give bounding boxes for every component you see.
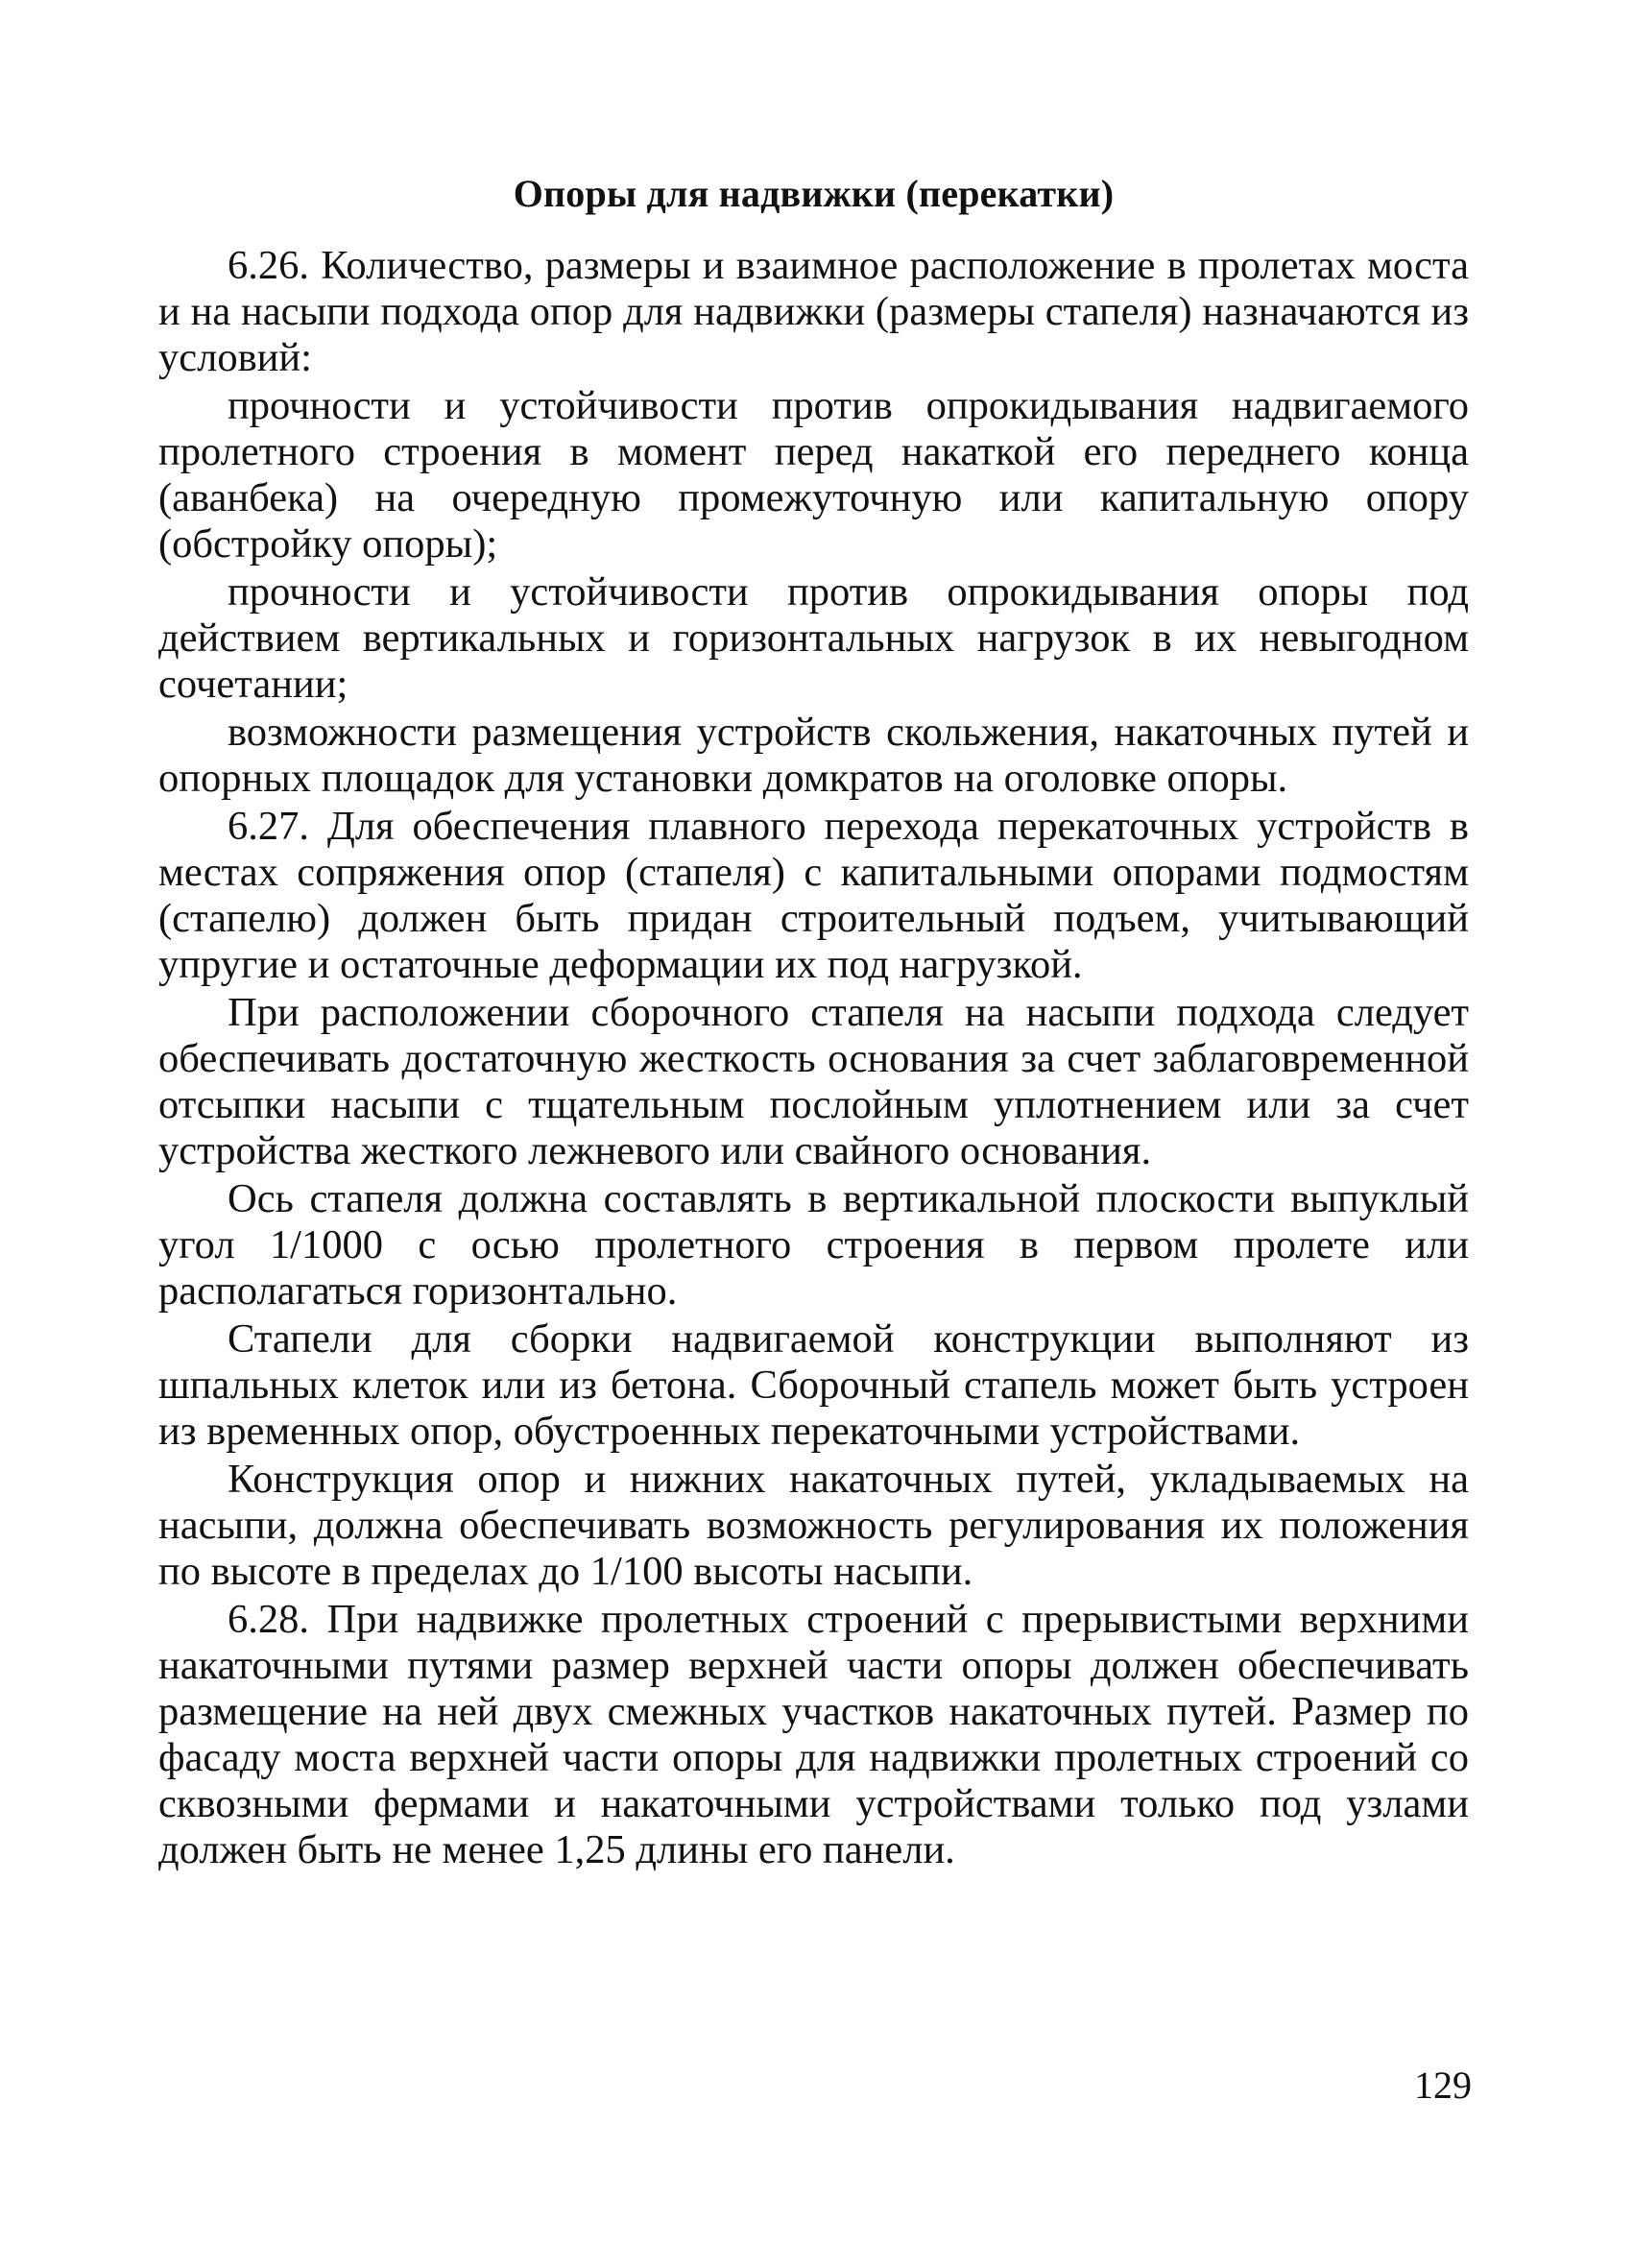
section-heading: Опоры для надвижки (перекатки) [513,172,1115,215]
paragraph-6-26: 6.26. Количество, размеры и взаимное расположение в пролетах моста и на насыпи подхода опор для надвижки (размеры стапеля) назначаются из условий: [158,243,1469,380]
document-page [158,171,1469,1875]
paragraph-supports-regulation: Конструкция опор и нижних накаточных путей, укладываемых на насыпи, должна обеспечивать возможность регулирования их положения по высоте в пределах до 1/100 высоты насыпи. [158,1457,1469,1594]
paragraph-condition-placement: возможности размещения устройств скольжения, накаточных путей и опорных площадок для установки домкратов на оголовке опоры. [158,710,1469,801]
paragraph-stapel-embankment: При расположении сборочного стапеля на насыпи подхода следует обеспечивать достаточную жесткость основания за счет заблаговременной отсыпки насыпи с тщательным послойным уплотнением или за счет устройства жесткого лежневого или свайного основания. [158,990,1469,1173]
paragraph-stapel-construction: Стапели для сборки надвигаемой конструкции выполняют из шпальных клеток или из бетона. Сборочный стапель может быть устроен из временных опор, обустроенных перекаточными устройствами. [158,1316,1469,1454]
paragraph-condition-strength-span: прочности и устойчивости против опрокидывания надвигаемого пролетного строения в момент перед накаткой его переднего конца (аванбека) на очередную промежуточную или капитальную опору (обстройку опоры); [158,383,1469,567]
page-number: 129 [1414,2063,1472,2107]
paragraph-6-27: 6.27. Для обеспечения плавного перехода перекаточных устройств в местах сопряжения опор (стапеля) с капитальными опорами подмостям (стапелю) должен быть придан строительный подъем, учитывающий упругие и остаточные деформации их под нагрузкой. [158,804,1469,987]
paragraph-6-28: 6.28. При надвижке пролетных строений с прерывистыми верхними накаточными путями размер верхней части опоры должен обеспечивать размещение на ней двух смежных участков накаточных путей. Размер по фасаду моста верхней части опоры для надвижки пролетных строений со сквозными фермами и накаточными устройствами только под узлами должен быть не менее 1,25 длины его панели. [158,1597,1469,1872]
paragraph-stapel-axis: Ось стапеля должна составлять в вертикальной плоскости выпуклый угол 1/1000 с осью пролетного строения в первом пролете или располагаться горизонтально. [158,1176,1469,1314]
paragraph-condition-strength-support: прочности и устойчивости против опрокидывания опоры под действием вертикальных и горизонтальных нагрузок в их невыгодном сочетании; [158,569,1469,707]
